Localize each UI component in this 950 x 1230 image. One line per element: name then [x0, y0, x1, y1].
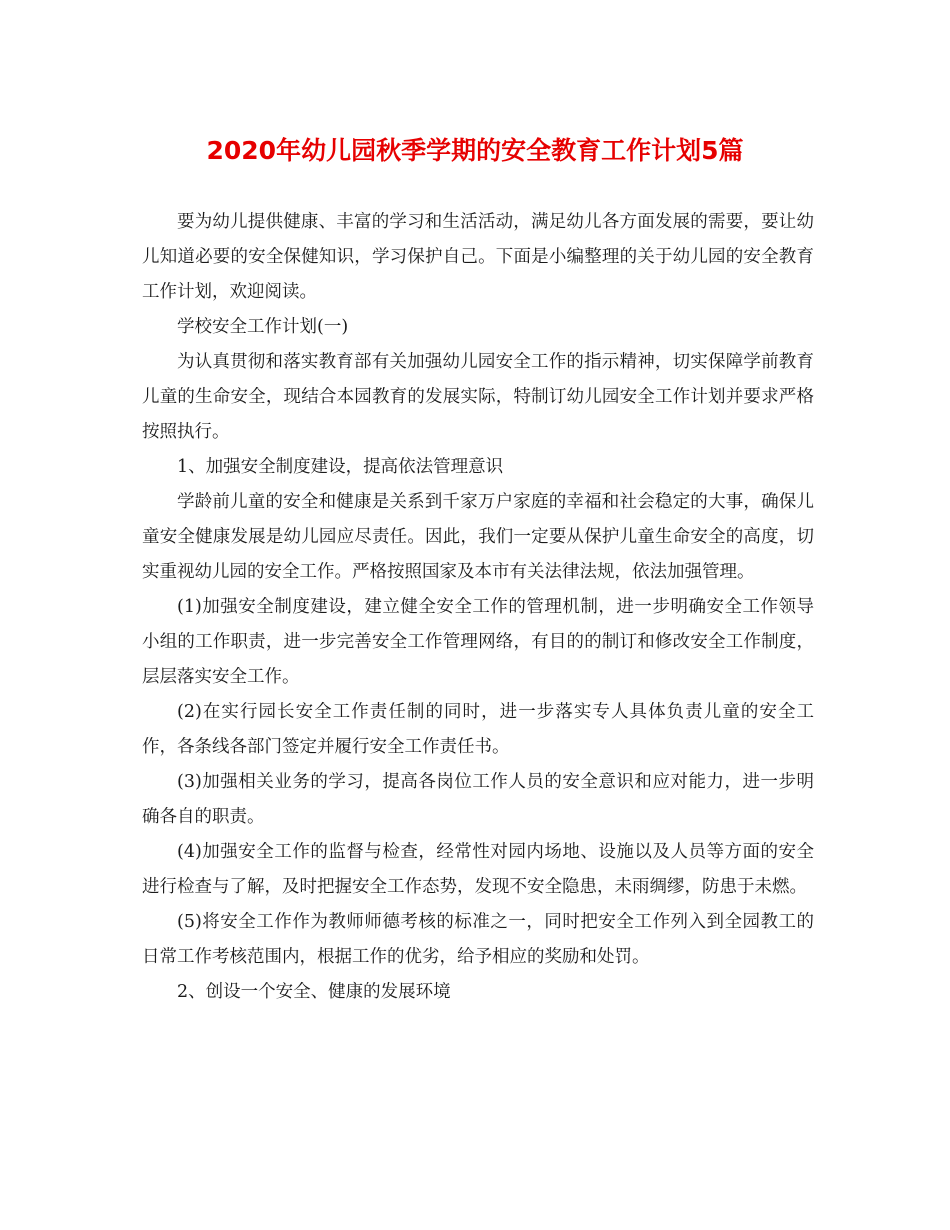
document-title: 2020年幼儿园秋季学期的安全教育工作计划5篇 [206, 136, 744, 165]
subsection-heading: 2、创设一个安全、健康的发展环境 [177, 982, 451, 1002]
paragraph: 学龄前儿童的安全和健康是关系到千家万户家庭的幸福和社会稳定的大事，确保儿童安全健康发展是幼儿园应尽责任。因此，我们一定要从保护儿童生命安全的高度，切实重视幼儿园的安全工作。严格按照国家及本市有关法律法规，依法加强管理。 [142, 492, 814, 582]
list-item: (1)加强安全制度建设，建立健全安全工作的管理机制，进一步明确安全工作领导小组的工作职责，进一步完善安全工作管理网络，有目的的制订和修改安全工作制度，层层落实安全工作。 [142, 597, 814, 687]
section-heading: 学校安全工作计划(一) [177, 317, 349, 337]
list-item: (4)加强安全工作的监督与检查，经常性对园内场地、设施以及人员等方面的安全进行检查与了解，及时把握安全工作态势，发现不安全隐患，未雨绸缪，防患于未燃。 [142, 842, 814, 897]
list-item: (2)在实行园长安全工作责任制的同时，进一步落实专人具体负责儿童的安全工作，各条线各部门签定并履行安全工作责任书。 [142, 702, 814, 757]
intro-paragraph: 要为幼儿提供健康、丰富的学习和生活活动，满足幼儿各方面发展的需要，要让幼儿知道必要的安全保健知识，学习保护自己。下面是小编整理的关于幼儿园的安全教育工作计划，欢迎阅读。 [142, 212, 814, 302]
list-item: (3)加强相关业务的学习，提高各岗位工作人员的安全意识和应对能力，进一步明确各自的职责。 [142, 772, 814, 827]
document-body [142, 205, 814, 1010]
paragraph: 为认真贯彻和落实教育部有关加强幼儿园安全工作的指示精神，切实保障学前教育儿童的生命安全，现结合本园教育的发展实际，特制订幼儿园安全工作计划并要求严格按照执行。 [142, 352, 814, 442]
subsection-heading: 1、加强安全制度建设，提高依法管理意识 [177, 457, 504, 477]
list-item: (5)将安全工作作为教师师德考核的标准之一，同时把安全工作列入到全园教工的日常工作考核范围内，根据工作的优劣，给予相应的奖励和处罚。 [142, 912, 814, 967]
